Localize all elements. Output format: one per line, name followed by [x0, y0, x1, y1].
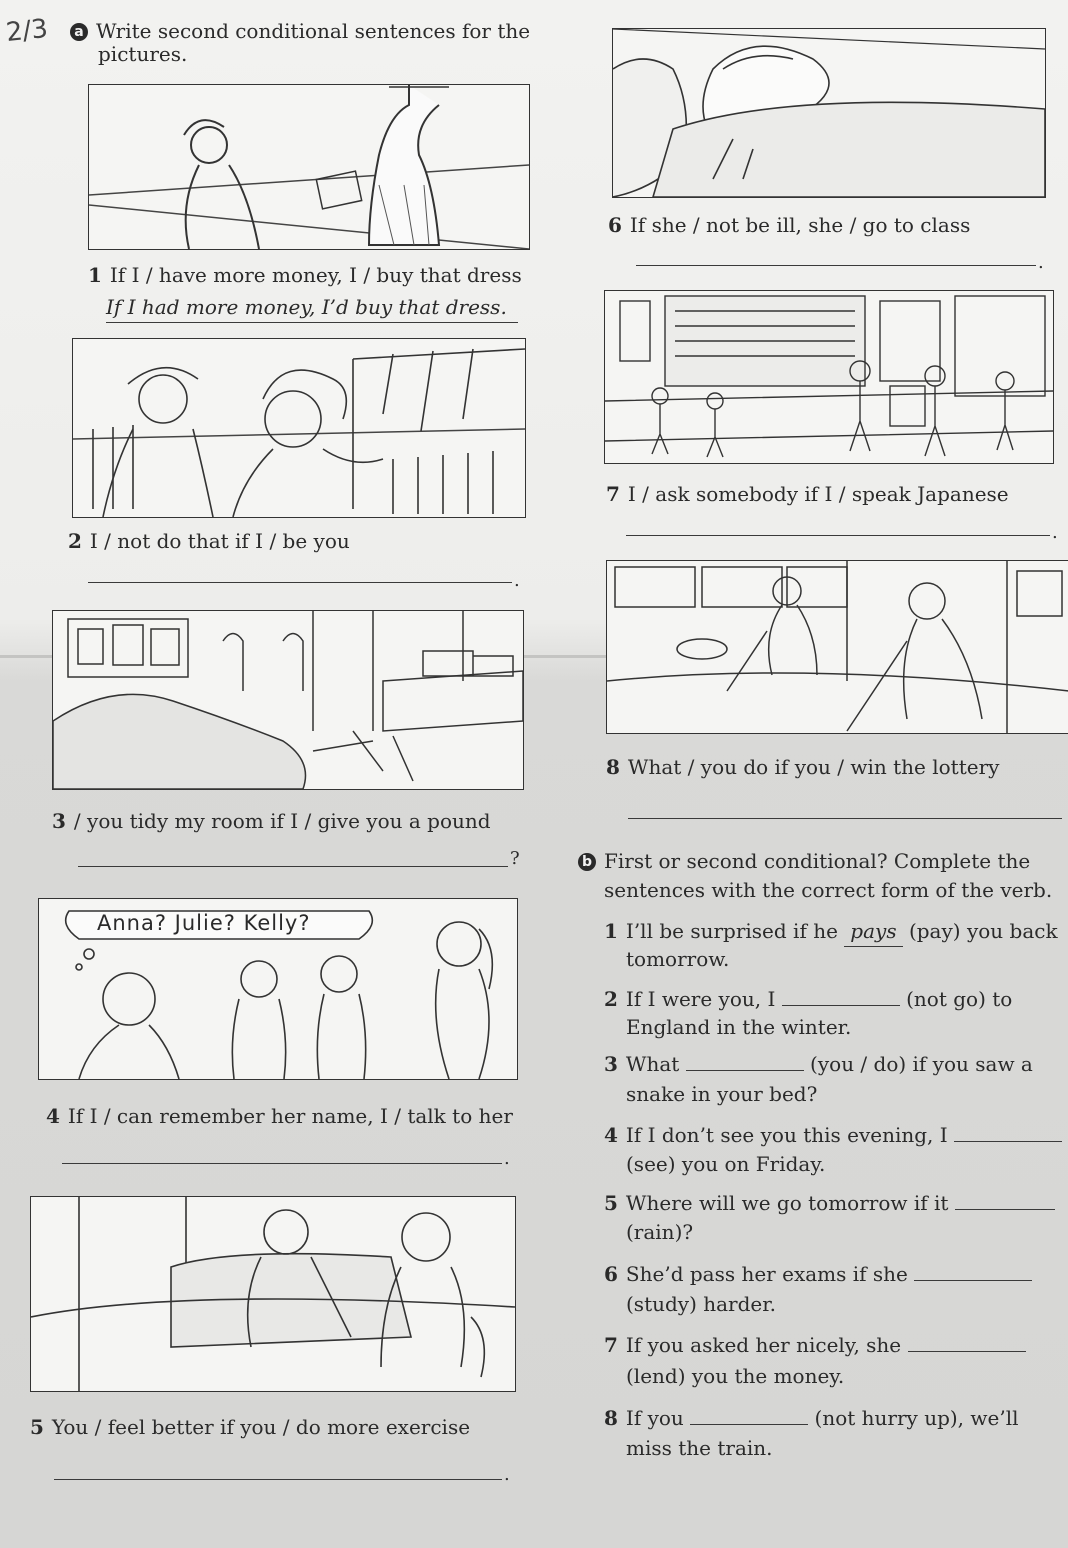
item-b6-answer-blank[interactable] [914, 1280, 1032, 1281]
item-b1-after: (pay) you back [908, 919, 1058, 943]
section-b-badge: b [578, 853, 596, 871]
item-a6-answer-line[interactable] [636, 265, 1036, 266]
handwritten-mark: 2/3 [4, 13, 50, 49]
item-a3-text: / you tidy my room if I / give you a pound [73, 809, 491, 833]
item-a3-answer-line[interactable] [78, 866, 508, 867]
item-a4-end-mark: . [504, 1148, 510, 1169]
section-a-instruction-line1: Write second conditional sentences for the [96, 19, 531, 43]
item-a8-text: What / you do if you / win the lottery [627, 755, 1000, 779]
item-a6-prompt [608, 211, 970, 240]
item-a2-end-mark: . [514, 570, 520, 591]
item-b8-line2: miss the train. [626, 1436, 773, 1460]
picture-7-tokyo-street [604, 290, 1054, 464]
item-b5-answer-blank[interactable] [955, 1209, 1055, 1210]
item-b1-line1 [604, 917, 1058, 947]
item-b2-after: (not go) to [906, 987, 1013, 1011]
item-b3-before: What [625, 1052, 680, 1076]
item-a5-end-mark: . [504, 1464, 510, 1485]
item-a5-answer-line[interactable] [54, 1479, 502, 1480]
item-a7-prompt [606, 480, 1009, 509]
item-a2-number: 2 [68, 529, 82, 553]
item-a8-prompt [606, 753, 999, 782]
item-b5-line1 [604, 1189, 1055, 1218]
item-a6-text: If she / not be ill, she / go to class [629, 213, 971, 237]
picture-1-dress-shop [88, 84, 530, 250]
section-a-badge: a [70, 23, 88, 41]
item-a2-prompt [68, 527, 350, 556]
item-a6-end-mark: . [1038, 252, 1044, 273]
item-b8-number: 8 [604, 1406, 618, 1430]
picture-2-fence [72, 338, 526, 518]
item-a1-text: If I / have more money, I / buy that dress [109, 263, 522, 287]
item-a3-end-mark: ? [510, 848, 520, 869]
item-a3-number: 3 [52, 809, 66, 833]
item-b6-number: 6 [604, 1262, 618, 1286]
item-b2-line1 [604, 985, 1012, 1014]
item-a6-number: 6 [608, 213, 622, 237]
item-b3-answer-blank[interactable] [686, 1070, 804, 1071]
item-a2-text: I / not do that if I / be you [89, 529, 350, 553]
item-a4-text: If I / can remember her name, I / talk to her [67, 1104, 513, 1128]
item-a7-end-mark: . [1052, 522, 1058, 543]
section-b-heading [578, 847, 1030, 876]
item-a7-text: I / ask somebody if I / speak Japanese [627, 482, 1009, 506]
item-b8-answer-blank[interactable] [690, 1424, 808, 1425]
item-b8-line1 [604, 1404, 1019, 1433]
item-a5-number: 5 [30, 1415, 44, 1439]
item-b1-answer[interactable]: pays [844, 917, 902, 947]
picture-6-ill-in-bed [612, 28, 1046, 198]
item-b1-before: I’ll be surprised if he [625, 919, 838, 943]
item-b7-line1 [604, 1331, 1026, 1360]
speech-bubble-text: Anna? Julie? Kelly? [97, 911, 311, 935]
item-a4-number: 4 [46, 1104, 60, 1128]
item-a4-prompt [46, 1102, 513, 1131]
item-a2-answer-line[interactable] [88, 582, 512, 583]
item-b5-number: 5 [604, 1191, 618, 1215]
item-b4-number: 4 [604, 1123, 618, 1147]
item-a1-prompt [88, 261, 522, 290]
item-a1-answer[interactable]: If I had more money, I’d buy that dress. [106, 293, 518, 323]
item-b7-answer-blank[interactable] [908, 1351, 1026, 1352]
item-a7-answer-line[interactable] [626, 535, 1050, 536]
item-a8-number: 8 [606, 755, 620, 779]
section-a-instruction-line2: pictures. [98, 42, 188, 66]
picture-4-party [38, 898, 518, 1080]
item-a4-answer-line[interactable] [62, 1163, 502, 1164]
picture-5-sofa [30, 1196, 516, 1392]
item-b2-line2: England in the winter. [626, 1015, 852, 1039]
section-b-instruction-line1: First or second conditional? Complete the [604, 849, 1031, 873]
item-a5-text: You / feel better if you / do more exercise [51, 1415, 471, 1439]
item-b5-line2: (rain)? [626, 1220, 694, 1244]
item-b5-before: Where will we go tomorrow if it [625, 1191, 949, 1215]
item-b7-line2: (lend) you the money. [626, 1364, 845, 1388]
item-b6-line2: (study) harder. [626, 1292, 776, 1316]
item-b2-before: If I were you, I [625, 987, 776, 1011]
item-b8-after: (not hurry up), we’ll [814, 1406, 1019, 1430]
item-b3-number: 3 [604, 1052, 618, 1076]
item-a5-prompt [30, 1413, 470, 1442]
picture-8-mopping [606, 560, 1068, 734]
item-a1-number: 1 [88, 263, 102, 287]
item-b3-line1 [604, 1050, 1033, 1079]
section-b-instruction-line2: sentences with the correct form of the verb. [604, 878, 1053, 902]
item-b3-after: (you / do) if you saw a [810, 1052, 1033, 1076]
picture-3-messy-room [52, 610, 524, 790]
item-b4-answer-blank[interactable] [954, 1141, 1062, 1142]
item-b2-number: 2 [604, 987, 618, 1011]
item-b7-number: 7 [604, 1333, 618, 1357]
item-b2-answer-blank[interactable] [782, 1005, 900, 1006]
item-b1-number: 1 [604, 919, 618, 943]
item-b8-before: If you [625, 1406, 684, 1430]
item-b3-line2: snake in your bed? [626, 1082, 818, 1106]
item-b6-line1 [604, 1260, 1032, 1289]
item-a3-prompt [52, 807, 491, 836]
item-b4-line1 [604, 1121, 1062, 1150]
item-b4-line2: (see) you on Friday. [626, 1152, 826, 1176]
item-b4-before: If I don’t see you this evening, I [625, 1123, 948, 1147]
item-b7-before: If you asked her nicely, she [625, 1333, 902, 1357]
item-b1-line2: tomorrow. [626, 947, 730, 971]
item-b6-before: She’d pass her exams if she [625, 1262, 908, 1286]
item-a7-number: 7 [606, 482, 620, 506]
item-a8-answer-line[interactable] [628, 818, 1062, 819]
